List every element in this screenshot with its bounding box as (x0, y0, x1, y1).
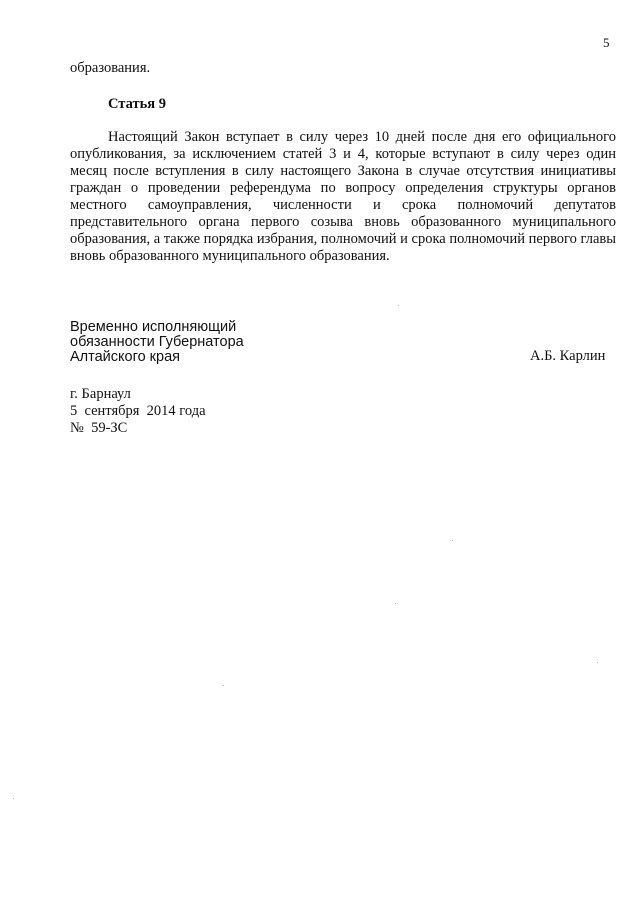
scan-speck (597, 662, 598, 663)
article-title: Статья 9 (108, 96, 166, 112)
date: 5 сентября 2014 года (70, 403, 206, 419)
page-number: 5 (603, 35, 610, 50)
law-number: № 59-ЗС (70, 420, 128, 436)
place: г. Барнаул (70, 386, 131, 402)
signatory-name: А.Б. Карлин (530, 348, 606, 364)
scan-speck (398, 305, 399, 306)
signatory-title-line: обязанности Губернатора (70, 334, 244, 350)
signatory-title (70, 320, 244, 365)
scan-speck (13, 798, 14, 799)
signatory-title-line: Алтайского края (70, 349, 180, 365)
scan-speck (223, 685, 224, 686)
article-body: Настоящий Закон вступает в силу через 10 дней после дня его официального опубликования, за исключением статей 3 и 4, которые вступают в силу через один месяц после вступления в силу настоящего Закона в случае отсутствия инициативы граждан о проведении референдума по вопросу определения структуры органов местного самоуправления, численности и срока полномочий депутатов представительного органа первого созыва вновь образованного муниципального образования, а также порядка избрания, полномочий и срока полномочий первого главы вновь образованного муниципального образования. (70, 129, 616, 264)
place-date-block (70, 386, 206, 437)
scan-speck (395, 603, 396, 604)
continuation-text: образования. (70, 60, 151, 76)
signatory-title-line: Временно исполняющий (70, 319, 237, 335)
scan-speck (452, 540, 453, 541)
